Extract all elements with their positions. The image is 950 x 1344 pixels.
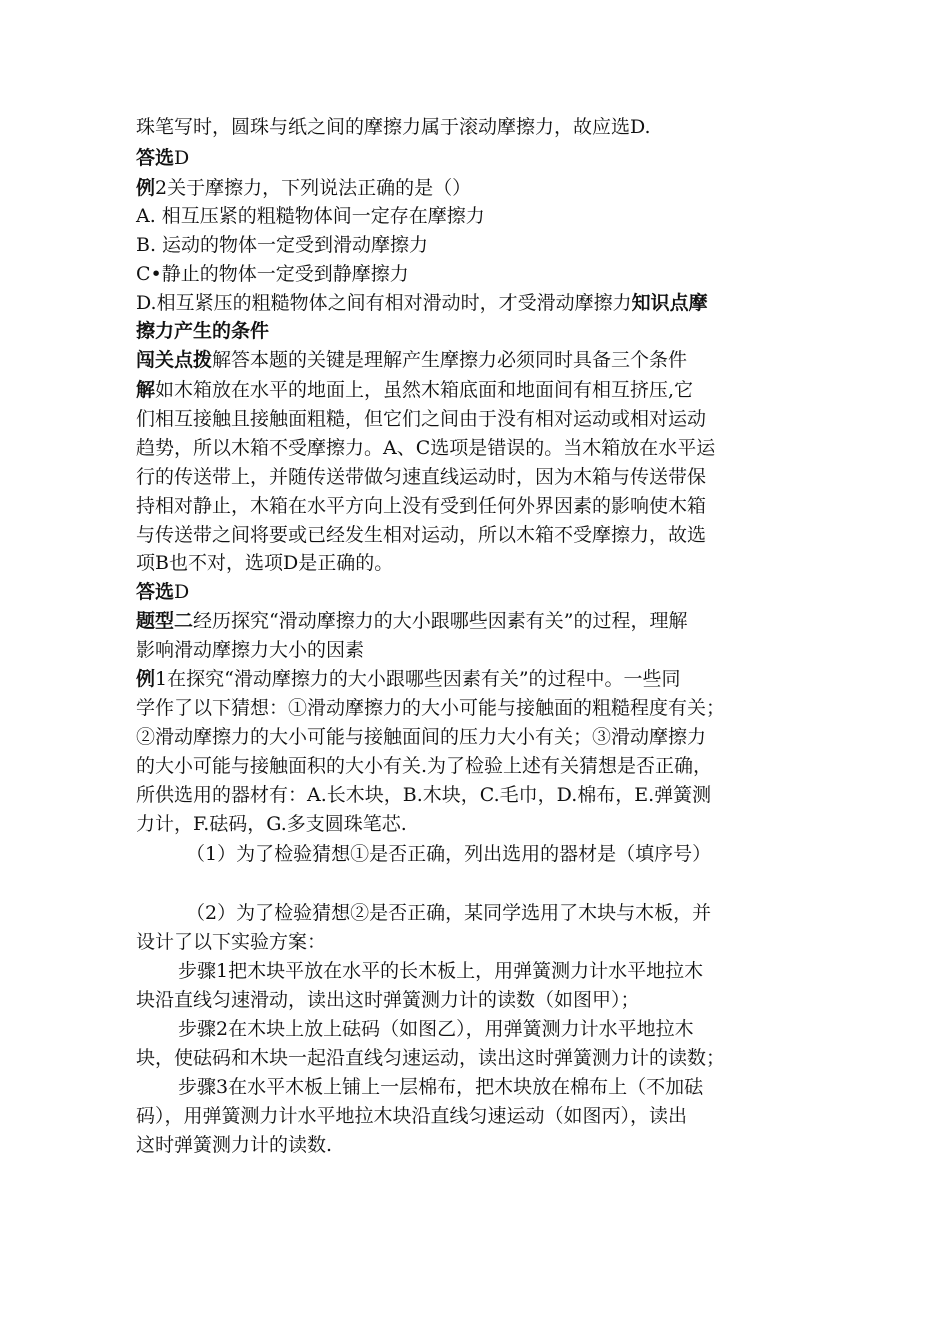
text-line: 这时弹簧测力计的读数. (136, 1134, 333, 1156)
solution-line: 解如木箱放在水平的地面上，虽然木箱底面和地面间有相互挤压,它 (136, 379, 694, 401)
step-1: 步骤1把木块平放在水平的长木板上，用弹簧测力计水平地拉木 (178, 960, 704, 982)
text-line: 与传送带之间将要或已经发生相对运动，所以木箱不受摩擦力，故选 (136, 524, 707, 546)
question-1: （1）为了检验猜想①是否正确，列出选用的器材是（填序号） (186, 843, 712, 865)
option-c: C•静止的物体一定受到静摩擦力 (136, 263, 409, 285)
text-line: 珠笔写时，圆珠与纸之间的摩擦力属于滚动摩擦力，故应选D. (136, 116, 651, 138)
text-line: 码），用弹簧测力计水平地拉木块沿直线匀速运动（如图丙），读出 (136, 1105, 688, 1127)
text-line: 持相对静止，木箱在水平方向上没有受到任何外界因素的影响使木箱 (136, 495, 707, 517)
text-line: 所供选用的器材有：A.长木块，B.木块，C.毛巾，D.棉布，E.弹簧测 (136, 784, 712, 806)
option-a: A. 相互压紧的粗糙物体间一定存在摩擦力 (136, 205, 485, 227)
text-line: 趋势，所以木箱不受摩擦力。A、C选项是错误的。当木箱放在水平运 (136, 437, 716, 459)
text-line: 学作了以下猜想：①滑动摩擦力的大小可能与接触面的粗糙程度有关； (136, 697, 726, 719)
text-line: 块沿直线匀速滑动，读出这时弹簧测力计的读数（如图甲）； (136, 989, 640, 1011)
step-3: 步骤3在水平木板上铺上一层棉布，把木块放在棉布上（不加砝 (178, 1076, 704, 1098)
text-line: ②滑动摩擦力的大小可能与接触面间的压力大小有关；③滑动摩擦力 (136, 726, 707, 748)
example-heading: 例2关于摩擦力，下列说法正确的是（） (136, 177, 472, 199)
text-line: 设计了以下实验方案： (136, 931, 327, 953)
text-line: 项B也不对，选项D是正确的。 (136, 552, 394, 574)
question-2: （2）为了检验猜想②是否正确，某同学选用了木块与木板，并 (186, 902, 712, 924)
option-d: D.相互紧压的粗糙物体之间有相对滑动时，才受滑动摩擦力知识点摩 (136, 292, 708, 314)
text-line: 们相互接触且接触面粗糙，但它们之间由于没有相对运动或相对运动 (136, 408, 707, 430)
text-line: 行的传送带上，并随传送带做匀速直线运动时，因为木箱与传送带保 (136, 466, 707, 488)
section-heading: 题型二经历探究“滑动摩擦力的大小跟哪些因素有关”的过程，理解 (136, 610, 688, 632)
hint-line: 闯关点拨解答本题的关键是理解产生摩擦力必须同时具备三个条件 (136, 349, 688, 371)
option-b: B. 运动的物体一定受到滑动摩擦力 (136, 234, 429, 256)
text-line: 的大小可能与接触面积的大小有关.为了检验上述有关猜想是否正确， (136, 755, 713, 777)
text-line: 影响滑动摩擦力大小的因素 (136, 639, 365, 661)
answer-line: 答选D (136, 581, 190, 603)
answer-line: 答选D (136, 147, 190, 169)
knowledge-point: 擦力产生的条件 (136, 320, 270, 342)
step-2: 步骤2在木块上放上砝码（如图乙），用弹簧测力计水平地拉木 (178, 1018, 694, 1040)
text-line: 块，使砝码和木块一起沿直线匀速运动，读出这时弹簧测力计的读数； (136, 1047, 726, 1069)
text-line: 力计，F.砝码，G.多支圆珠笔芯. (136, 813, 407, 835)
example-heading: 例1在探究“滑动摩擦力的大小跟哪些因素有关”的过程中。一些同 (136, 668, 681, 690)
